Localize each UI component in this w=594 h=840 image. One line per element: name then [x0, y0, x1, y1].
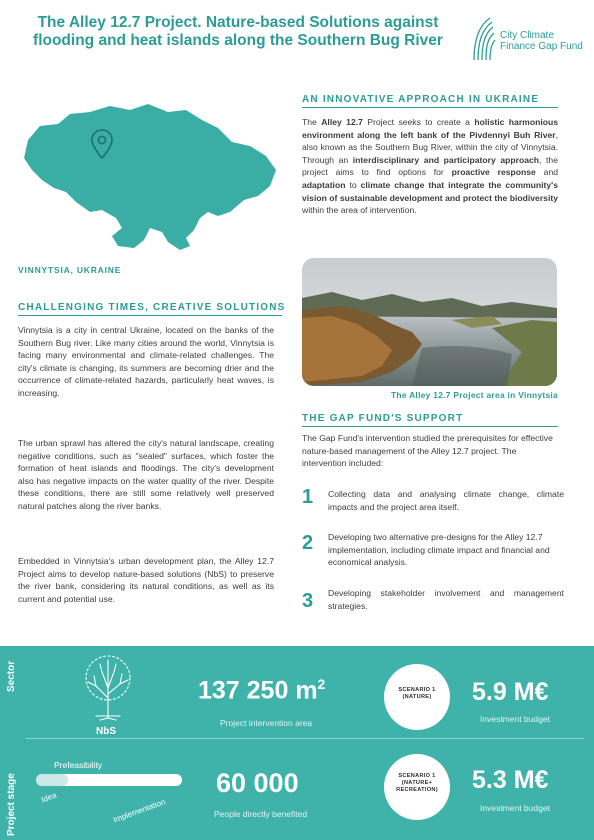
- scenario-recreation-budget-label: Investment budget: [480, 803, 550, 813]
- photo-caption: The Alley 12.7 Project area in Vinnytsia: [390, 390, 558, 400]
- page-title: The Alley 12.7 Project. Nature-based Solutions against flooding and heat islands along the Southern Bug River: [33, 14, 443, 49]
- people-value: 60 000: [216, 768, 299, 798]
- heading-rule: [18, 315, 282, 316]
- sector-label: Sector: [6, 660, 17, 692]
- logo-line-2: Finance Gap Fund: [500, 41, 583, 52]
- step-text: Collecting data and analysing climate change, climate impacts and the project area itself.: [328, 489, 564, 512]
- gapfund-intro: The Gap Fund's intervention studied the prerequisites for effective nature-based management of the Alley 12.7 project. The intervention included:: [302, 433, 553, 469]
- gap-fund-logo: [470, 16, 588, 62]
- logo-line-1: City Climate: [500, 30, 554, 41]
- challenging-paragraph-3: Embedded in Vinnytsia's urban development plan, the Alley 12.7 Project aims to develop nature-based solutions (NbS) to preserve the river bank, considering its natural conditions, as well as its current and potential use.: [18, 556, 274, 604]
- heading-rule: [302, 107, 558, 108]
- project-area-photo: [302, 258, 557, 386]
- scenario-nature-budget: 5.9 M€: [472, 678, 549, 706]
- step-number: 2: [302, 532, 314, 554]
- project-stage-bar: [36, 772, 182, 788]
- footer-divider: [26, 738, 584, 739]
- stage-bar-graphic: [36, 772, 182, 788]
- step-text: Developing two alternative pre-designs for the Alley 12.7 implementation, including climate impact and financial and economical analysis.: [328, 532, 550, 568]
- area-value: 137 250 $m^2$: [198, 676, 326, 705]
- location-label: VINNYTSIA, UKRAINE: [18, 265, 122, 275]
- scenario-recreation-budget: 5.3 M€: [472, 766, 549, 794]
- key-figures-panel: [0, 646, 594, 840]
- logo-mark-icon: [470, 16, 496, 62]
- innovative-heading: AN INNOVATIVE APPROACH IN UKRAINE: [302, 94, 540, 105]
- area-label: Project intervention area: [220, 718, 313, 728]
- tree-icon: [76, 652, 140, 722]
- stage-prefeasibility: Prefeasibility: [54, 760, 103, 770]
- step-text: Developing stakeholder involvement and management strategies.: [328, 588, 564, 611]
- scenario-nature-badge: SCENARIO 1 (NATURE): [384, 664, 450, 730]
- scenario-recreation-badge: SCENARIO 1 (NATURE+ RECREATION): [384, 754, 450, 820]
- people-label: People directly benefited: [214, 809, 308, 819]
- project-stage-label: Project stage: [6, 773, 17, 836]
- scenario-nature-budget-label: Investment budget: [480, 714, 550, 724]
- stage-idea: Idea: [40, 790, 58, 805]
- challenging-paragraph-1: Vinnytsia is a city in central Ukraine, located on the banks of the Southern Bug river. Like many cities around the world, Vinnytsia is facing many environmental and climate-related challenges. The city's climate is changing, its summers are becoming drier and the occurrence of climate-related hazards, particularly heat waves, is increasing.: [18, 325, 274, 398]
- challenging-paragraph-2: The urban sprawl has altered the city's natural landscape, creating negative conditions, such as "sealed" surfaces, which foster the formation of heat islands and floodings. The city's development also has negative impacts on the water quality of the river. Despite these conditions, there are still some relatively well preserved natural patches along the river banks.: [18, 438, 274, 511]
- gapfund-heading: THE GAP FUND'S SUPPORT: [302, 413, 464, 424]
- nbs-label: NbS: [96, 726, 116, 737]
- innovative-paragraph: The Alley 12.7 Project seeks to create a holistic harmonious environment along the left bank of the Pivdennyi Buh River, also known as the Southern Bug River, within the city of Vinnytsia. Through an interdisciplinary and participatory approach, the project aims to find options for proactive response and adaptation to climate change that integrate the community's vision of sustainable development and protect the biodiversity within the area of intervention.: [302, 117, 558, 216]
- step-number: 1: [302, 486, 314, 508]
- challenging-heading: CHALLENGING TIMES, CREATIVE SOLUTIONS: [18, 302, 286, 313]
- step-number: 3: [302, 590, 314, 612]
- stage-implementation: Implementation: [112, 797, 167, 825]
- ukraine-map: [18, 100, 280, 258]
- heading-rule: [302, 426, 558, 427]
